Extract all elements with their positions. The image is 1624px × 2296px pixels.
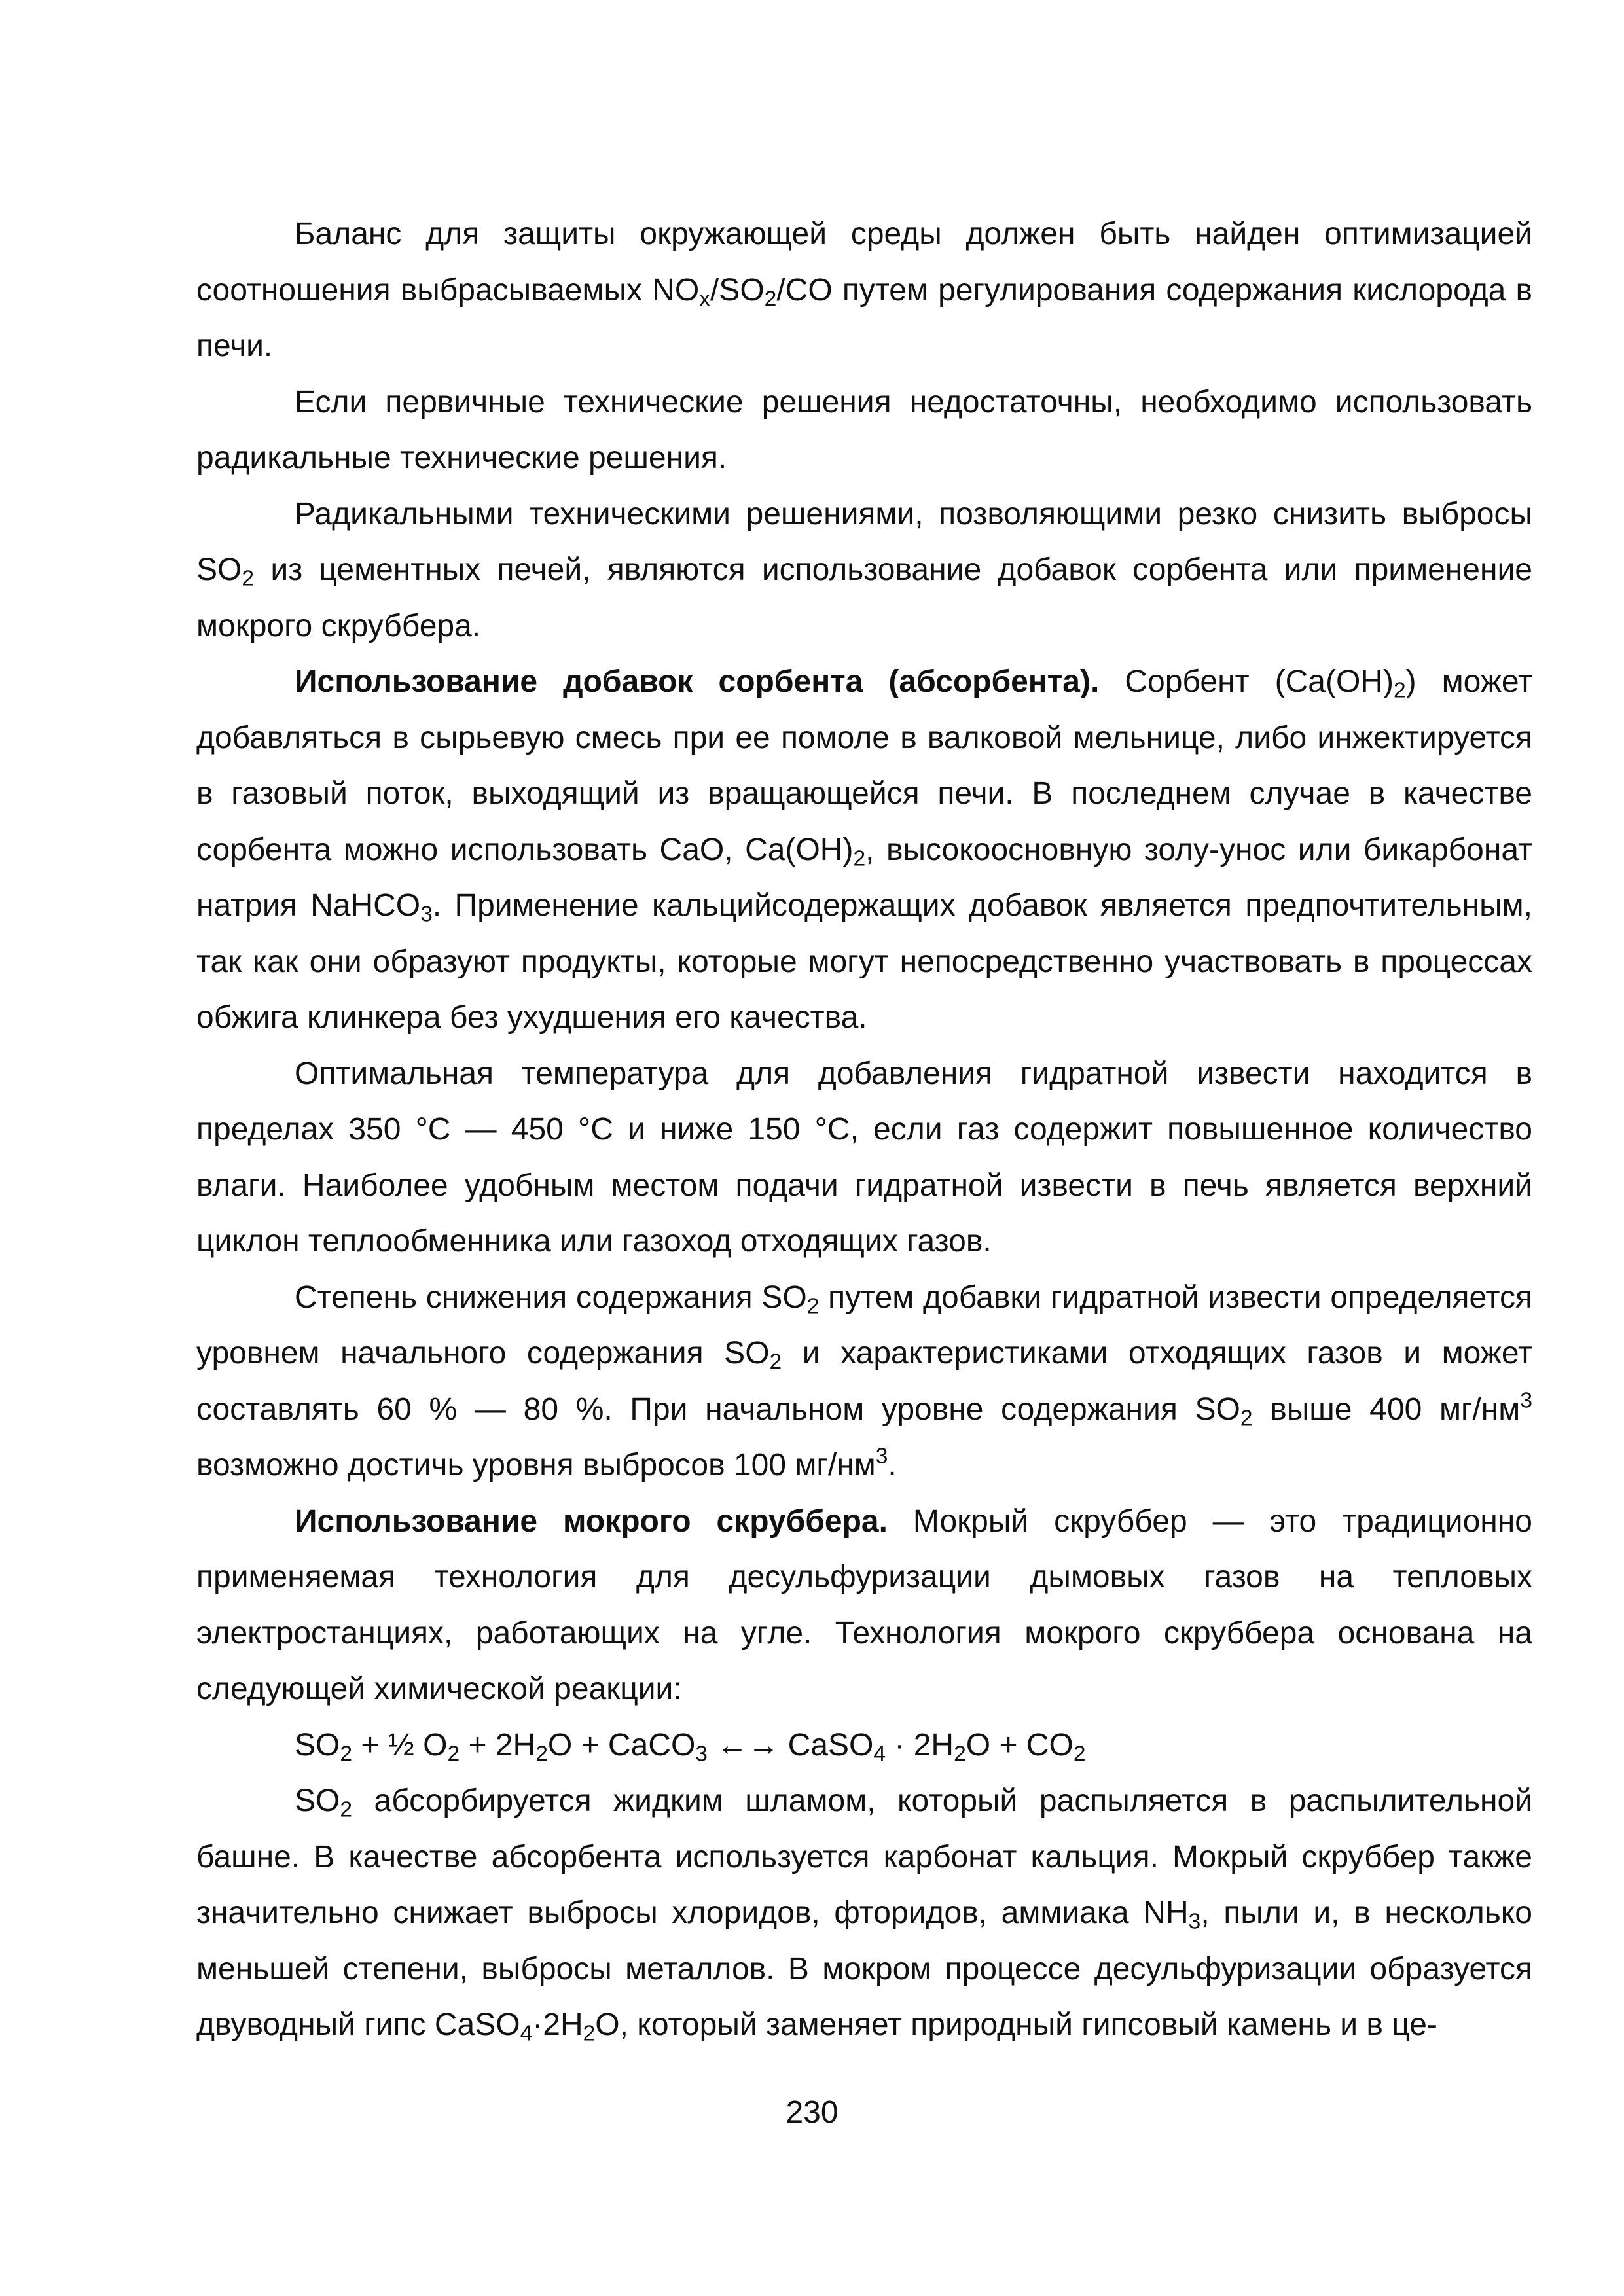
text-run: выше 400 мг/нм [1252,1391,1521,1427]
paragraph-temperature [196,1046,1532,1270]
text-run: . Применение кальцийсодержащих добавок является предпочтительным, так как они образуют продукты, которые могут непосредственно участвовать в процессах обжига клинкера без ухудшения его качества. [196,888,1532,1035]
subscript: 2 [1393,678,1406,703]
text-run: /CO путем регулирования содержания кислорода в печи. [196,272,1533,363]
page-body [196,206,1532,2053]
text-run: O + CaCO [547,1727,696,1763]
text-run: , пыли и, в несколько меньшей степени, выбросы металлов. В мокром процессе десульфуризации образуется двуводный гипс CaSO [196,1895,1532,2042]
text-run: , высокоосновную золу-унос или бикарбонат натрия NaHCO [196,832,1532,923]
bold-heading: Использование добавок сорбента (абсорбента). [295,664,1100,699]
subscript: 2 [769,1350,782,1374]
subscript: 3 [420,902,433,927]
text-run: возможно достичь уровня выбросов 100 мг/нм [196,1448,876,1482]
text-run: + ½ O [352,1727,448,1763]
subscript: 2 [340,1797,353,1822]
text-run: /SO [710,272,765,308]
subscript: 2 [764,286,777,311]
text-run: Если первичные технические решения недостаточны, необходимо использовать радикальные технические решения. [196,384,1532,475]
page-number: 230 [785,2095,839,2130]
superscript: 3 [1520,1388,1532,1413]
subscript: 4 [520,2021,533,2046]
paragraph-1 [196,206,1532,374]
subscript: 2 [583,2021,596,2046]
subscript: 2 [1073,1741,1086,1766]
text-run: абсорбируется жидким шламом, который распыляется в распылительной башне. В качестве абсорбента используется карбонат кальция. Мокрый скруббер также значительно снижает выбросы хлоридов, фторидов, аммиака NH [196,1784,1532,1930]
text-run: Мокрый скруббер — это традиционно применяемая технология для десульфуризации дымовых газов на тепловых электростанциях, работающих на угле. Технология мокрого скруббера основана на следующей химической реакции: [196,1503,1533,1706]
bold-heading: Использование мокрого скруббера. [295,1503,888,1539]
chemical-equation [196,1717,1532,1774]
text-run: . [888,1448,897,1482]
subscript: 2 [954,1741,966,1766]
text-run: O + CO [965,1727,1074,1763]
text-run: ←→ CaSO [707,1727,874,1763]
paragraph-absorption [196,1773,1532,2053]
text-run: Степень снижения содержания SO [295,1280,807,1315]
subscript: x [699,286,710,311]
paragraph-wet-scrubber [196,1494,1532,1717]
text-run: Оптимальная температура для добавления гидратной извести находится в пределах 350 °C — 450 °C и ниже 150 °C, если газ содержит повышенное количество влаги. Наиболее удобным местом подачи гидратной извести в печь является верхний циклон теплообменника или газоход отходящих газов. [196,1056,1532,1259]
paragraph-sorbent [196,654,1532,1046]
paragraph-3 [196,486,1532,655]
subscript: 2 [853,846,866,870]
text-run: · 2H [886,1727,954,1763]
subscript: 2 [806,1293,820,1318]
text-run: + 2H [460,1727,536,1763]
subscript: 4 [873,1741,886,1766]
subscript: 2 [1240,1405,1253,1430]
text-run: Радикальными техническими решениями, позволяющими резко снизить выбросы SO [196,496,1532,587]
subscript: 2 [535,1741,548,1766]
text-run: и характеристиками отходящих газов и может составлять 60 % — 80 %. При начальном уровне содержания SO [196,1336,1533,1427]
subscript: 2 [242,566,255,591]
text-run: O, который заменяет природный гипсовый камень и в це- [595,2007,1437,2042]
text-run: Баланс для защиты окружающей среды должен быть найден оптимизацией соотношения выбрасываемых NO [196,217,1532,308]
text-run: SO [295,1727,340,1763]
text-run: SO [295,1784,340,1818]
text-run: Сорбент (Ca(OH) [1099,664,1394,699]
subscript: 2 [340,1741,353,1766]
subscript: 2 [447,1741,460,1766]
text-run: из цементных печей, являются использование добавок сорбента или применение мокрого скруббера. [196,552,1532,643]
text-run: ·2H [532,2007,583,2042]
text-run: ) может добавляться в сырьевую смесь при ее помоле в валковой мельнице, либо инжектируется в газовый поток, выходящий из вращающейся печи. В последнем случае в качестве сорбента можно использовать CaO, Ca(OH) [196,664,1533,867]
paragraph-so2-reduction [196,1270,1532,1494]
subscript: 3 [695,1741,708,1766]
superscript: 3 [875,1444,888,1469]
subscript: 3 [1188,1909,1201,1934]
paragraph-2 [196,374,1532,486]
text-run: путем добавки гидратной извести определяется уровнем начального содержания SO [196,1280,1532,1371]
